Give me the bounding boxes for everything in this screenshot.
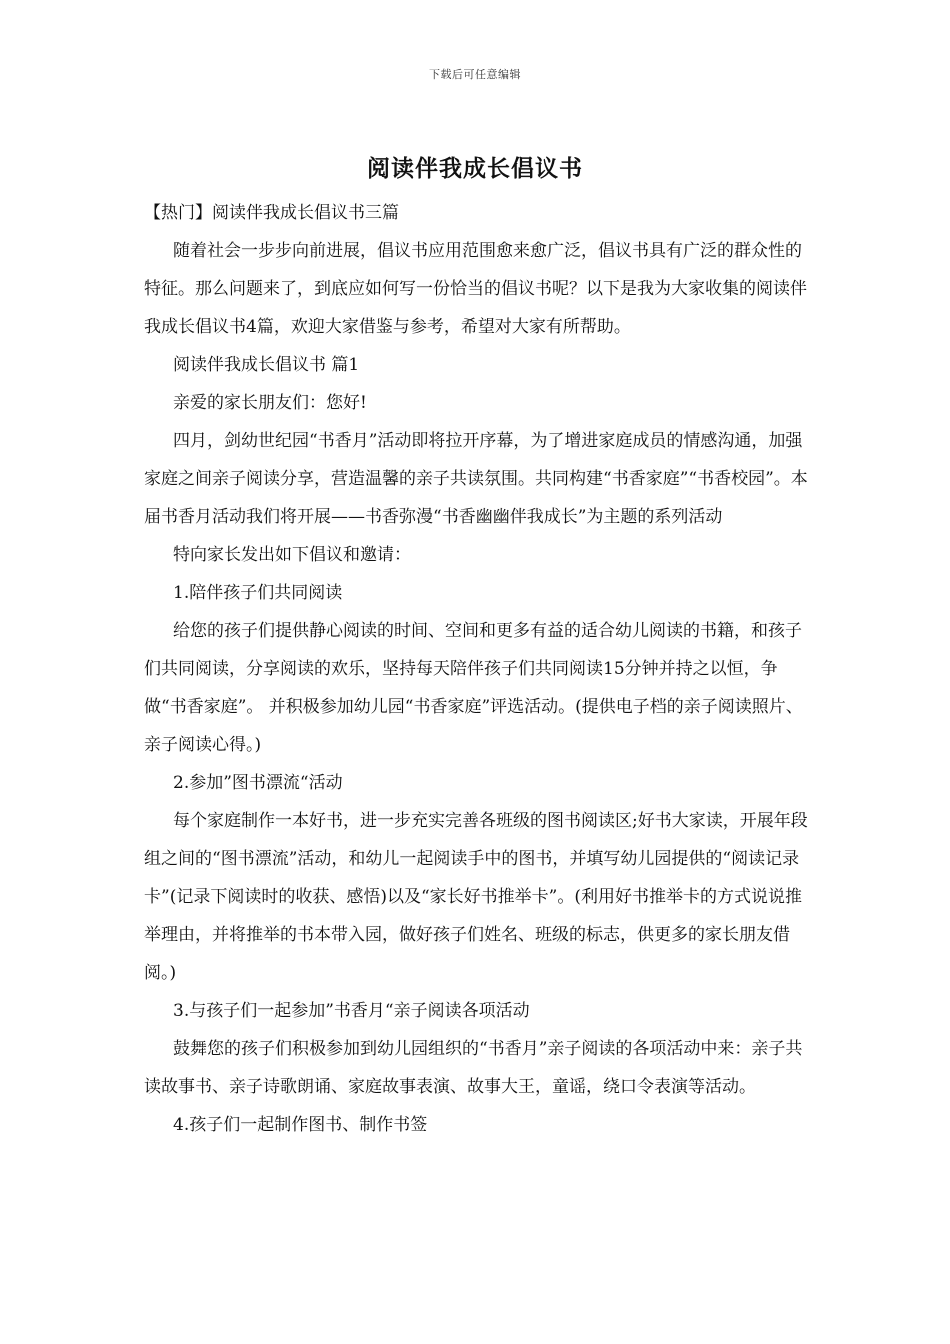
list-item-heading: 3.与孩子们一起参加”书香月“亲子阅读各项活动 bbox=[173, 1001, 530, 1021]
body-paragraph: 每个家庭制作一本好书，进一步充实完善各班级的图书阅读区;好书大家读，开展年段组之间的“图书漂流”活动，和幼儿一起阅读手中的图书，并填写幼儿园提供的“阅读记录卡”(记录下阅读时的收获、感悟)以及“家长好书推举卡”。(利用好书推举卡的方式说说推举理由，并将推举的书本带入园，做好孩子们姓名、班级的标志，供更多的家长朋友借阅。) bbox=[144, 811, 808, 983]
list-item-heading: 4.孩子们一起制作图书、制作书签 bbox=[173, 1115, 428, 1135]
salutation: 亲爱的家长朋友们：您好! bbox=[173, 393, 367, 413]
document-title: 阅读伴我成长倡议书 bbox=[367, 155, 583, 182]
body-paragraph: 给您的孩子们提供静心阅读的时间、空间和更多有益的适合幼儿阅读的书籍，和孩子们共同阅读，分享阅读的欢乐，坚持每天陪伴孩子们共同阅读15分钟并持之以恒，争做“书香家庭”。 并积极参加幼儿园“书香家庭”评选活动。(提供电子档的亲子阅读照片、亲子阅读心得。) bbox=[144, 621, 803, 755]
subtitle-paragraph: 【热门】阅读伴我成长倡议书三篇 bbox=[144, 203, 399, 223]
list-item-heading: 1.陪伴孩子们共同阅读 bbox=[173, 583, 343, 603]
body-paragraph: 特向家长发出如下倡议和邀请： bbox=[173, 545, 411, 565]
section-heading: 阅读伴我成长倡议书 篇1 bbox=[173, 355, 360, 375]
body-paragraph: 四月，剑幼世纪园“书香月”活动即将拉开序幕，为了增进家庭成员的情感沟通，加强家庭之间亲子阅读分享，营造温馨的亲子共读氛围。共同构建“书香家庭”“书香校园”。本届书香月活动我们将开展——书香弥漫“书香幽幽伴我成长”为主题的系列活动 bbox=[144, 431, 808, 527]
document-body bbox=[144, 194, 810, 1144]
body-paragraph: 鼓舞您的孩子们积极参加到幼儿园组织的“书香月”亲子阅读的各项活动中来：亲子共读故事书、亲子诗歌朗诵、家庭故事表演、故事大王，童谣，绕口令表演等活动。 bbox=[144, 1039, 803, 1097]
intro-paragraph: 随着社会一步步向前进展，倡议书应用范围愈来愈广泛，倡议书具有广泛的群众性的特征。那么问题来了，到底应如何写一份恰当的倡议书呢？以下是我为大家收集的阅读伴我成长倡议书4篇，欢迎大家借鉴与参考，希望对大家有所帮助。 bbox=[144, 241, 807, 337]
page-header-note: 下载后可任意编辑 bbox=[429, 68, 521, 81]
list-item-heading: 2.参加”图书漂流“活动 bbox=[173, 773, 343, 793]
